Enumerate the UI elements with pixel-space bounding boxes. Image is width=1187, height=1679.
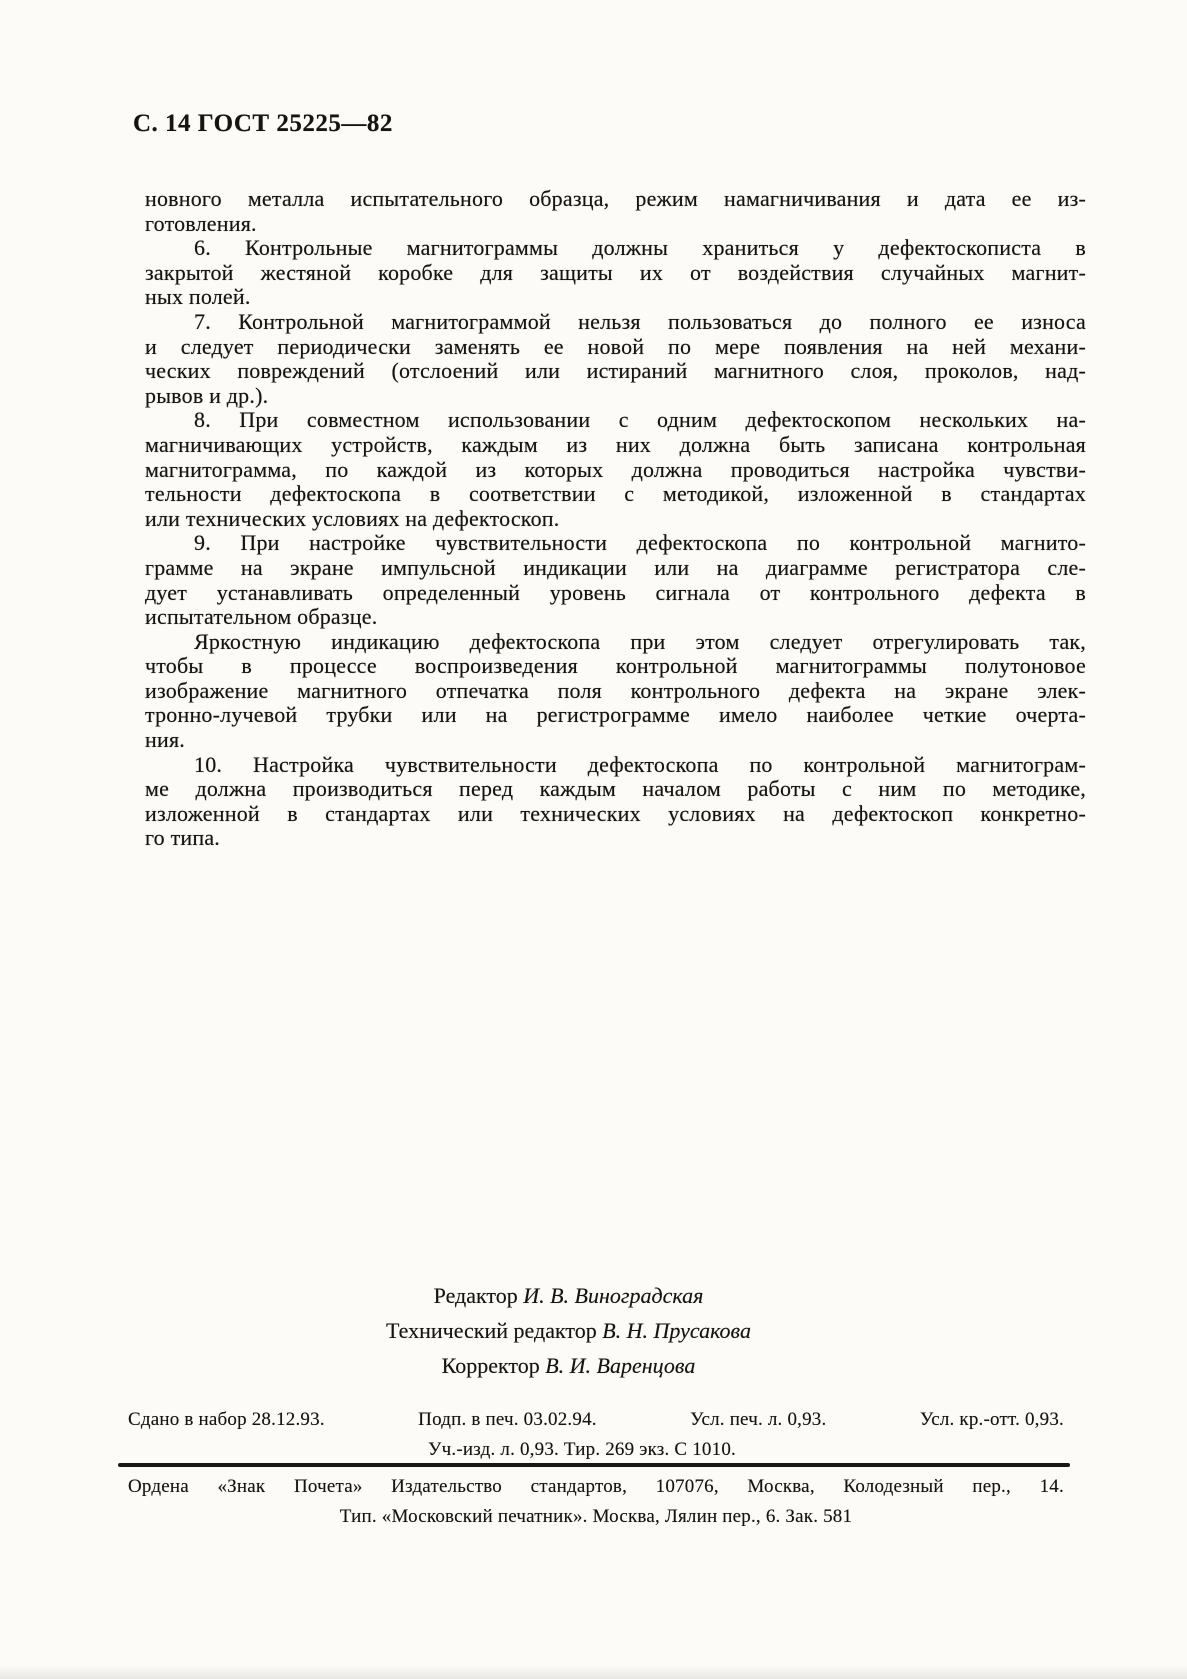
- credit-technical-editor: [0, 1313, 1162, 1348]
- credit-editor: [0, 1278, 1162, 1313]
- paragraph: [145, 531, 1086, 629]
- publisher-word: 14.: [1039, 1476, 1064, 1497]
- body-line: 6. Контрольные магнитограммы должны храниться у дефектоскописта в: [194, 235, 1086, 261]
- body-line: и следует периодически заменять ее новой по мере появления на ней механи-: [145, 333, 1086, 359]
- imprint-print-sheets: Усл. печ. л. 0,93.: [690, 1409, 827, 1430]
- body-line: магнитограмма, по каждой из которых должна проводиться настройка чувстви-: [145, 456, 1086, 482]
- body-text: [145, 187, 1086, 851]
- body-line: 7. Контрольной магнитограммой нельзя пользоваться до полного ее износа: [194, 308, 1086, 334]
- body-line: тельности дефектоскопа в соответствии с методикой, изложенной в стандартах: [145, 481, 1086, 507]
- imprint-row-2: Уч.-изд. л. 0,93. Тир. 269 экз. С 1010.: [428, 1439, 736, 1460]
- body-line: магничивающих устройств, каждым из них должна быть записана контрольная: [145, 431, 1086, 457]
- body-line: ния.: [145, 727, 185, 753]
- publisher-block: [128, 1472, 1064, 1532]
- credit-name: В. Н. Прусакова: [602, 1318, 751, 1343]
- body-line: ме должна производиться перед каждым началом работы с ним по методике,: [145, 776, 1086, 802]
- body-line: Яркостную индикацию дефектоскопа при этом следует отрегулировать так,: [194, 628, 1086, 654]
- divider-rule: [118, 1463, 1070, 1467]
- paragraph: [145, 310, 1086, 408]
- publisher-word: Издательство: [391, 1476, 503, 1497]
- publisher-address-line: [128, 1472, 1064, 1502]
- page-header: С. 14 ГОСТ 25225—82: [133, 110, 393, 137]
- credit-name: И. В. Виноградская: [523, 1283, 704, 1308]
- body-line: 10. Настройка чувствительности дефектоскопа по контрольной магнитограм-: [194, 751, 1086, 777]
- body-line: или технических условиях на дефектоскоп.: [145, 505, 560, 531]
- publisher-word: стандартов,: [530, 1476, 628, 1497]
- credit-name: В. И. Варенцова: [545, 1353, 696, 1378]
- imprint-ink-sheets: Усл. кр.-отт. 0,93.: [919, 1409, 1064, 1430]
- publisher-word: Колодезный: [843, 1476, 944, 1497]
- credit-corrector: [0, 1348, 1162, 1383]
- publisher-word: 107076,: [655, 1476, 719, 1497]
- imprint-block: [128, 1408, 1064, 1462]
- credit-label: Технический редактор: [386, 1318, 597, 1343]
- body-line: дует устанавливать определенный уровень сигнала от контрольного дефекта в: [145, 579, 1086, 605]
- body-line: 9. При настройке чувствительности дефектоскопа по контрольной магнито-: [194, 530, 1086, 556]
- printing-house-line: Тип. «Московский печатник». Москва, Лялин пер., 6. Зак. 581: [339, 1506, 853, 1527]
- body-line: чтобы в процессе воспроизведения контрольной магнитограммы полутоновое: [145, 653, 1086, 679]
- body-line: го типа.: [145, 825, 221, 851]
- body-line: ных полей.: [145, 284, 251, 310]
- imprint-row-1: [128, 1408, 1064, 1432]
- imprint-print-date: Подп. в печ. 03.02.94.: [418, 1409, 597, 1430]
- publisher-word: Москва,: [747, 1476, 815, 1497]
- body-line: изображение магнитного отпечатка поля контрольного дефекта на экране элек-: [145, 677, 1086, 703]
- body-line: изложенной в стандартах или технических условиях на дефектоскоп конкретно-: [145, 800, 1086, 826]
- body-line: новного металла испытательного образца, режим намагничивания и дата ее из-: [145, 186, 1086, 211]
- paragraph: [145, 236, 1086, 310]
- credit-label: Корректор: [441, 1353, 540, 1378]
- paragraph: [145, 187, 1086, 236]
- publisher-word: пер.,: [972, 1476, 1011, 1497]
- publisher-word: Почета»: [293, 1476, 363, 1497]
- body-line: 8. При совместном использовании с одним дефектоскопом нескольких на-: [194, 407, 1086, 433]
- paragraph: [145, 753, 1086, 851]
- publisher-word: Ордена: [128, 1476, 189, 1497]
- credits-block: [0, 1278, 1162, 1383]
- body-line: ческих повреждений (отслоений или истираний магнитного слоя, проколов, над-: [145, 358, 1086, 384]
- paragraph: [145, 630, 1086, 753]
- body-line: закрытой жестяной коробке для защиты их от воздействия случайных магнит-: [145, 259, 1086, 285]
- publisher-word: «Знак: [217, 1476, 266, 1497]
- credit-label: Редактор: [433, 1283, 518, 1308]
- body-line: готовления.: [145, 210, 257, 236]
- paragraph: [145, 408, 1086, 531]
- imprint-typeset-date: Сдано в набор 28.12.93.: [128, 1409, 325, 1430]
- body-line: рывов и др.).: [145, 382, 269, 408]
- body-line: тронно-лучевой трубки или на регистрограмме имело наиболее четкие очерта-: [145, 702, 1086, 728]
- body-line: грамме на экране импульсной индикации или на диаграмме регистратора сле-: [145, 554, 1086, 580]
- body-line: испытательном образце.: [145, 604, 378, 630]
